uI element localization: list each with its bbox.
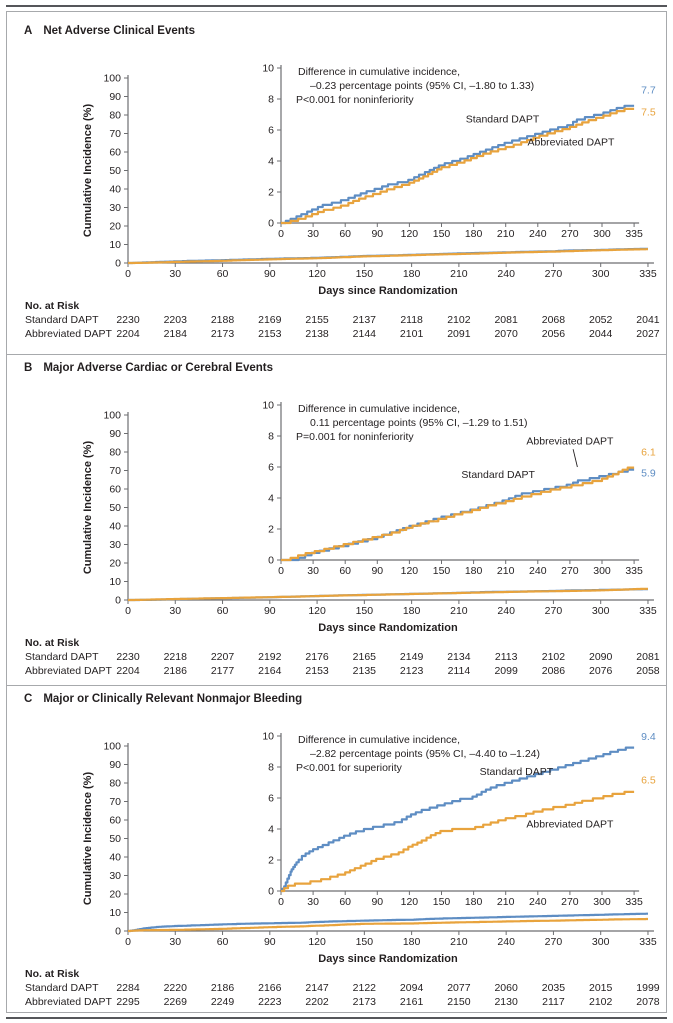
panel-c-svg — [7, 709, 666, 967]
risk-value: 2192 — [258, 651, 282, 663]
main-x-tick-label: 300 — [591, 936, 610, 948]
inset-x-tick-label: 60 — [339, 896, 352, 908]
abbreviated-dapt-inset-curve — [281, 109, 634, 223]
end-value-label: 6.1 — [641, 446, 656, 459]
inset-x-tick-label: 120 — [400, 565, 419, 577]
main-y-tick-label: 20 — [109, 557, 121, 570]
inset-x-tick-label: 240 — [529, 565, 547, 577]
main-x-tick-label: 270 — [544, 268, 563, 280]
risk-row-label: Abbreviated DAPT — [25, 328, 112, 340]
risk-value: 2155 — [305, 314, 329, 326]
main-y-tick-label: 0 — [115, 594, 121, 607]
risk-value: 2165 — [352, 651, 377, 663]
main-x-tick-label: 30 — [169, 605, 182, 617]
risk-value: 2144 — [352, 328, 377, 340]
risk-value: 2269 — [163, 996, 187, 1008]
inset-x-tick-label: 120 — [400, 228, 419, 240]
risk-value: 2184 — [163, 328, 187, 340]
inset-x-tick-label: 270 — [561, 228, 579, 240]
panel-c-letter: C — [24, 693, 33, 705]
risk-value: 2099 — [494, 665, 518, 677]
panel-a-title — [7, 23, 666, 41]
risk-value: 2015 — [589, 982, 613, 994]
inset-y-tick-label: 0 — [268, 554, 274, 567]
curve-label: Abbreviated DAPT — [526, 818, 614, 831]
curve-label: Abbreviated DAPT — [527, 136, 615, 149]
panel-c-title — [7, 691, 666, 709]
main-y-tick-label: 40 — [109, 520, 121, 533]
risk-table-header: No. at Risk — [25, 300, 80, 312]
risk-value: 2027 — [636, 328, 660, 340]
curve-label: Standard DAPT — [465, 113, 540, 126]
risk-value: 2220 — [163, 982, 187, 994]
inset-y-tick-label: 4 — [268, 823, 274, 836]
main-y-tick-label: 50 — [109, 502, 121, 514]
main-y-tick-label: 20 — [109, 220, 121, 233]
risk-value: 2113 — [494, 651, 518, 663]
main-y-tick-label: 10 — [109, 239, 121, 251]
main-y-tick-label: 70 — [109, 465, 121, 477]
inset-x-tick-label: 270 — [561, 565, 579, 577]
risk-value: 2102 — [541, 651, 566, 663]
risk-value: 2230 — [116, 651, 140, 663]
main-x-tick-label: 30 — [169, 936, 182, 948]
annotation-line-3: P=0.001 for noninferiority — [296, 431, 414, 443]
risk-value: 2135 — [352, 665, 377, 677]
risk-row-label: Standard DAPT — [25, 314, 99, 326]
inset-x-tick-label: 90 — [371, 228, 384, 240]
panel-a-title-text: Net Adverse Clinical Events — [43, 25, 196, 37]
risk-value: 2076 — [589, 665, 613, 677]
risk-value: 2186 — [210, 982, 235, 994]
inset-x-tick-label: 0 — [278, 896, 284, 908]
risk-value: 2147 — [305, 982, 329, 994]
abbreviated-dapt-main-curve — [128, 249, 648, 263]
main-y-axis-label: Cumulative Incidence (%) — [82, 771, 94, 906]
risk-value: 2091 — [447, 328, 471, 340]
main-x-tick-label: 0 — [125, 605, 131, 617]
panel-b-letter: B — [24, 362, 33, 374]
risk-value: 2122 — [352, 982, 377, 994]
main-x-tick-label: 335 — [639, 605, 657, 617]
panel-a-chart — [7, 41, 666, 299]
risk-value: 2164 — [258, 665, 282, 677]
inset-x-tick-label: 210 — [496, 228, 515, 240]
main-x-tick-label: 60 — [216, 268, 229, 280]
inset-x-tick-label: 335 — [625, 896, 643, 908]
risk-value: 2186 — [163, 665, 187, 677]
risk-value: 2052 — [589, 314, 613, 326]
risk-value: 2188 — [210, 314, 235, 326]
main-x-tick-label: 0 — [125, 268, 131, 280]
main-y-tick-label: 60 — [109, 483, 121, 496]
inset-x-tick-label: 150 — [432, 228, 451, 240]
risk-row-label: Standard DAPT — [25, 982, 99, 994]
inset-x-tick-label: 270 — [561, 896, 579, 908]
main-y-tick-label: 90 — [109, 759, 121, 771]
main-x-tick-label: 0 — [125, 936, 131, 948]
main-y-tick-label: 10 — [109, 576, 121, 588]
main-x-tick-label: 240 — [497, 268, 515, 280]
risk-value: 2056 — [541, 328, 566, 340]
inset-y-tick-label: 8 — [268, 761, 274, 774]
panel-b — [7, 355, 666, 686]
inset-x-tick-label: 180 — [464, 228, 483, 240]
inset-y-tick-label: 0 — [268, 217, 274, 230]
risk-value: 2177 — [210, 665, 235, 677]
inset-y-tick-label: 0 — [268, 885, 274, 898]
risk-value: 2207 — [210, 651, 235, 663]
main-x-tick-label: 90 — [263, 936, 276, 948]
risk-value: 2077 — [447, 982, 471, 994]
main-y-tick-label: 90 — [109, 91, 121, 103]
inset-y-tick-label: 8 — [268, 430, 274, 443]
risk-value: 2176 — [305, 651, 329, 663]
x-axis-label: Days since Randomization — [318, 953, 458, 965]
inset-x-tick-label: 30 — [307, 228, 319, 240]
panel-a — [7, 12, 666, 355]
main-x-tick-label: 150 — [355, 268, 374, 280]
inset-x-tick-label: 150 — [432, 896, 451, 908]
curve-label: Abbreviated DAPT — [526, 435, 614, 448]
risk-value: 2284 — [116, 982, 140, 994]
risk-value: 2223 — [258, 996, 282, 1008]
risk-value: 2134 — [447, 651, 471, 663]
risk-value: 2102 — [589, 996, 613, 1008]
risk-value: 2102 — [447, 314, 471, 326]
main-x-tick-label: 300 — [591, 605, 610, 617]
main-y-tick-label: 60 — [109, 146, 121, 159]
main-x-tick-label: 60 — [216, 605, 229, 617]
risk-row-label: Abbreviated DAPT — [25, 996, 112, 1008]
inset-x-tick-label: 335 — [625, 565, 643, 577]
main-y-tick-label: 20 — [109, 888, 121, 901]
end-value-label: 7.7 — [641, 84, 656, 97]
main-x-tick-label: 90 — [263, 605, 276, 617]
risk-value: 2173 — [352, 996, 377, 1008]
risk-value: 2230 — [116, 314, 140, 326]
risk-value: 2117 — [542, 996, 565, 1008]
risk-value: 2153 — [258, 328, 282, 340]
annotation-line-2: –0.23 percentage points (95% CI, –1.80 to 1.33) — [310, 80, 535, 92]
inset-x-tick-label: 240 — [529, 228, 547, 240]
inset-y-tick-label: 2 — [268, 186, 274, 199]
end-value-label: 5.9 — [641, 467, 656, 480]
risk-value: 2130 — [494, 996, 518, 1008]
annotation-line-1: Difference in cumulative incidence, — [298, 66, 461, 78]
main-x-tick-label: 335 — [639, 268, 657, 280]
main-x-tick-label: 210 — [450, 268, 468, 280]
risk-value: 2295 — [116, 996, 140, 1008]
risk-table-header: No. at Risk — [25, 637, 80, 649]
risk-value: 2169 — [258, 314, 282, 326]
main-x-tick-label: 150 — [355, 936, 374, 948]
main-y-tick-label: 0 — [115, 257, 121, 270]
inset-x-tick-label: 335 — [625, 228, 643, 240]
risk-value: 2035 — [541, 982, 566, 994]
risk-value: 2044 — [589, 328, 613, 340]
main-x-tick-label: 120 — [308, 936, 326, 948]
risk-value: 2138 — [305, 328, 329, 340]
risk-value: 2101 — [399, 328, 424, 340]
inset-x-tick-label: 0 — [278, 228, 284, 240]
annotation-line-2: –2.82 percentage points (95% CI, –4.40 to –1.24) — [310, 748, 540, 760]
main-x-tick-label: 240 — [497, 605, 515, 617]
panel-c-chart — [7, 709, 666, 967]
end-value-label: 7.5 — [641, 106, 656, 119]
risk-table-header: No. at Risk — [25, 968, 80, 980]
inset-y-tick-label: 4 — [268, 155, 274, 168]
risk-value: 2149 — [399, 651, 424, 663]
curve-label-leader — [573, 449, 577, 467]
risk-value: 2058 — [636, 665, 660, 677]
inset-x-tick-label: 30 — [307, 565, 319, 577]
main-y-tick-label: 0 — [115, 925, 121, 938]
risk-value: 2090 — [589, 651, 613, 663]
main-x-tick-label: 30 — [169, 268, 182, 280]
main-x-tick-label: 90 — [263, 268, 276, 280]
inset-x-tick-label: 180 — [464, 896, 483, 908]
main-y-tick-label: 50 — [109, 833, 121, 845]
risk-value: 2161 — [399, 996, 424, 1008]
risk-value: 2204 — [116, 328, 140, 340]
main-x-tick-label: 60 — [216, 936, 229, 948]
curve-label: Standard DAPT — [479, 765, 554, 778]
inset-x-tick-label: 60 — [339, 228, 352, 240]
end-value-label: 6.5 — [641, 774, 656, 787]
inset-x-tick-label: 90 — [371, 565, 384, 577]
risk-value: 2068 — [541, 314, 566, 326]
inset-y-tick-label: 6 — [268, 461, 274, 474]
inset-x-tick-label: 210 — [496, 896, 515, 908]
x-axis-label: Days since Randomization — [318, 622, 458, 634]
inset-x-tick-label: 120 — [400, 896, 419, 908]
main-y-tick-label: 70 — [109, 796, 121, 808]
risk-value: 2123 — [399, 665, 424, 677]
risk-value: 2060 — [494, 982, 518, 994]
risk-value: 2173 — [210, 328, 235, 340]
main-y-tick-label: 30 — [109, 870, 121, 882]
risk-value: 2070 — [494, 328, 518, 340]
main-x-tick-label: 270 — [544, 605, 563, 617]
main-y-tick-label: 100 — [103, 740, 121, 753]
abbreviated-dapt-main-curve — [128, 589, 648, 600]
annotation-line-1: Difference in cumulative incidence, — [298, 734, 461, 746]
risk-value: 2041 — [636, 314, 660, 326]
main-x-tick-label: 120 — [308, 605, 326, 617]
risk-value: 2137 — [352, 314, 377, 326]
main-y-tick-label: 80 — [109, 777, 121, 790]
main-y-tick-label: 100 — [103, 409, 121, 422]
risk-value: 2153 — [305, 665, 329, 677]
panel-c-risk-table — [7, 967, 666, 1013]
main-y-tick-label: 70 — [109, 128, 121, 140]
panel-b-chart — [7, 378, 666, 636]
inset-y-tick-label: 10 — [262, 730, 274, 743]
inset-y-tick-label: 6 — [268, 792, 274, 805]
inset-y-tick-label: 2 — [268, 854, 274, 867]
main-y-tick-label: 60 — [109, 814, 121, 827]
risk-value: 2081 — [494, 314, 518, 326]
panel-b-svg — [7, 378, 666, 636]
inset-x-tick-label: 240 — [529, 896, 547, 908]
panel-b-risk-table — [7, 636, 666, 682]
risk-value: 2081 — [636, 651, 660, 663]
annotation-line-3: P<0.001 for noninferiority — [296, 94, 414, 106]
panel-c-title-text: Major or Clinically Relevant Nonmajor Bleeding — [43, 693, 303, 705]
inset-x-tick-label: 150 — [432, 565, 451, 577]
inset-x-tick-label: 0 — [278, 565, 284, 577]
risk-value: 2249 — [210, 996, 235, 1008]
main-x-tick-label: 335 — [639, 936, 657, 948]
panel-a-svg — [7, 41, 666, 299]
inset-y-tick-label: 10 — [262, 62, 274, 75]
risk-value: 2118 — [400, 314, 423, 326]
x-axis-label: Days since Randomization — [318, 285, 458, 297]
main-y-tick-label: 40 — [109, 851, 121, 864]
panel-c — [7, 686, 666, 1017]
main-x-tick-label: 270 — [544, 936, 563, 948]
annotation-line-2: 0.11 percentage points (95% CI, –1.29 to 1.51) — [310, 417, 528, 429]
end-value-label: 9.4 — [641, 730, 656, 743]
main-x-tick-label: 180 — [402, 268, 421, 280]
figure-box — [6, 11, 667, 1013]
main-y-axis-label: Cumulative Incidence (%) — [82, 103, 94, 238]
risk-value: 2086 — [541, 665, 566, 677]
main-x-tick-label: 180 — [402, 936, 421, 948]
main-y-tick-label: 30 — [109, 202, 121, 214]
inset-y-tick-label: 8 — [268, 93, 274, 106]
inset-x-tick-label: 300 — [593, 228, 611, 240]
inset-x-tick-label: 300 — [593, 565, 611, 577]
risk-value: 2218 — [163, 651, 187, 663]
main-y-tick-label: 50 — [109, 165, 121, 177]
risk-value: 2204 — [116, 665, 140, 677]
inset-x-tick-label: 30 — [307, 896, 319, 908]
curve-label: Standard DAPT — [461, 468, 535, 481]
main-y-tick-label: 100 — [103, 72, 121, 85]
inset-x-tick-label: 210 — [496, 565, 515, 577]
inset-y-tick-label: 2 — [268, 523, 274, 536]
main-x-tick-label: 150 — [355, 605, 374, 617]
risk-value: 2166 — [258, 982, 282, 994]
annotation-line-1: Difference in cumulative incidence, — [298, 403, 461, 415]
risk-value: 2202 — [305, 996, 329, 1008]
panel-a-letter: A — [24, 25, 33, 37]
risk-value: 2078 — [636, 996, 660, 1008]
risk-value: 2150 — [447, 996, 471, 1008]
inset-y-tick-label: 6 — [268, 124, 274, 137]
annotation-line-3: P<0.001 for superiority — [296, 762, 402, 774]
main-x-tick-label: 210 — [450, 936, 468, 948]
inset-y-tick-label: 4 — [268, 492, 274, 505]
inset-x-tick-label: 300 — [593, 896, 611, 908]
figure-sheet — [6, 5, 667, 1019]
inset-x-tick-label: 60 — [339, 565, 352, 577]
risk-row-label: Standard DAPT — [25, 651, 99, 663]
main-x-tick-label: 240 — [497, 936, 515, 948]
risk-row-label: Abbreviated DAPT — [25, 665, 112, 677]
risk-value: 2203 — [163, 314, 187, 326]
main-y-axis-label: Cumulative Incidence (%) — [82, 440, 94, 575]
main-y-tick-label: 80 — [109, 446, 121, 459]
panel-b-title — [7, 360, 666, 378]
inset-y-tick-label: 10 — [262, 399, 274, 412]
inset-x-tick-label: 180 — [464, 565, 483, 577]
main-x-tick-label: 180 — [402, 605, 421, 617]
risk-value: 1999 — [636, 982, 660, 994]
risk-value: 2114 — [447, 665, 471, 677]
panel-a-risk-table — [7, 299, 666, 345]
risk-value: 2094 — [399, 982, 424, 994]
panel-b-title-text: Major Adverse Cardiac or Cerebral Events — [43, 362, 273, 374]
main-x-tick-label: 300 — [591, 268, 610, 280]
main-y-tick-label: 90 — [109, 428, 121, 440]
inset-x-tick-label: 90 — [371, 896, 384, 908]
main-y-tick-label: 80 — [109, 109, 121, 122]
main-y-tick-label: 40 — [109, 183, 121, 196]
main-y-tick-label: 30 — [109, 539, 121, 551]
main-x-tick-label: 210 — [450, 605, 468, 617]
main-y-tick-label: 10 — [109, 907, 121, 919]
main-x-tick-label: 120 — [308, 268, 326, 280]
